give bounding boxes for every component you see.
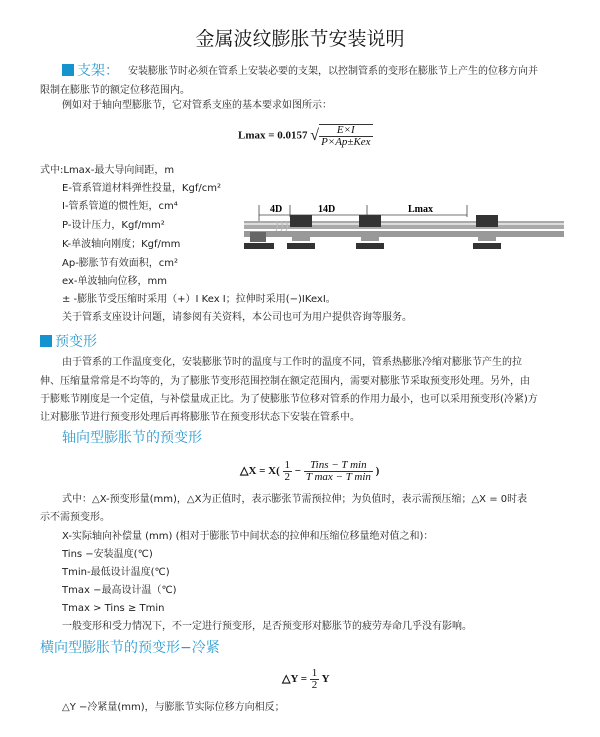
pipe-support-diagram bbox=[240, 195, 565, 265]
paragraph-line: 让对膨胀节进行预变形处理后再将膨胀节在预变形状态下安装在管系中。 bbox=[40, 412, 360, 423]
def-line: 关于管系支座设计问题，请参阅有关资料，本公司也可为用户提供咨询等服务。 bbox=[62, 312, 412, 323]
def-line: 一般变形和受力情况下，不一定进行预变形，足否预变形对膨胀节的疲劳寿命几乎没有影响。 bbox=[62, 621, 472, 632]
dim-label-lmax: Lmax bbox=[408, 204, 433, 215]
support-example: 例如对于轴向型膨胀节，它对管系支座的基本要求如图所示： bbox=[62, 100, 332, 111]
lateral-formula bbox=[282, 668, 330, 691]
paragraph-line: 由于管系的工作温度变化，安装膨胀节时的温度与工作时的温度不同，管系热膨胀冷缩对膨胀节产生的拉 bbox=[62, 357, 522, 368]
page-title: 金属波纹膨胀节安装说明 bbox=[195, 28, 405, 50]
def-line: Tmax −最高设计温（℃) bbox=[62, 585, 177, 596]
axial-desc-2: 示不需预变形。 bbox=[40, 512, 110, 523]
section-heading-axial: 轴向型膨胀节的预变形 bbox=[62, 430, 202, 446]
formula-numerator: Tins − T min bbox=[304, 460, 373, 472]
section-heading-support bbox=[62, 62, 119, 80]
section-heading-predeform bbox=[40, 333, 97, 351]
formula-numerator: E×I bbox=[319, 125, 373, 137]
def-line: E-管系管道材料弹性投量，Kgf/cm² bbox=[62, 183, 221, 194]
def-line: Tins −安装温度(℃) bbox=[62, 549, 153, 560]
dim-label-4d: 4D bbox=[270, 204, 283, 215]
formula-rhs: Y bbox=[319, 673, 330, 686]
heading-text: 支架： bbox=[77, 63, 119, 79]
formula-lhs: △Y = bbox=[282, 673, 310, 686]
paragraph-line: 于膨账节刚度是一个定值，与补偿量成正比。为了使膨胀节位移对管系的作用力最小，也可以采用预变形(冷紧)方 bbox=[40, 394, 538, 405]
def-line: Ap-膨胀节有效面积，cm² bbox=[62, 258, 179, 269]
formula-numerator: 1 bbox=[311, 667, 318, 679]
def-line: 式中:Lmax-最大导向间距，m bbox=[40, 165, 175, 176]
def-line: ex-单波轴向位移，mm bbox=[62, 276, 167, 287]
formula-lhs: Lmax = 0.0157 bbox=[238, 129, 308, 142]
lmax-formula: Lmax = 0.0157 √ $\frac{E\times I}{\text{P×Ap±Kex}}$ bbox=[238, 124, 371, 148]
dim-label-14d: 14D bbox=[318, 204, 336, 215]
half-num: 1 bbox=[284, 459, 291, 471]
def-line: P-设计压力，Kgf/mm² bbox=[62, 220, 165, 231]
support-intro-2: 限制在膨胀节的额定位移范围内。 bbox=[40, 85, 190, 96]
def-line: X-实际轴向补偿量 (mm) (相对于膨胀节中间状态的拉伸和压缩位移量绝对值之和)： bbox=[62, 531, 434, 542]
square-bullet-icon bbox=[62, 64, 74, 76]
def-line: Tmin-最低设计温度(℃) bbox=[62, 567, 170, 578]
section-heading-lateral: 横向型膨胀节的预变形−冷紧 bbox=[40, 640, 220, 656]
formula-lhs: △X = X( bbox=[240, 465, 280, 478]
def-line: ± -膨胀节受压缩时采用（+）I Kex I；拉伸时采用(−)IKexI。 bbox=[62, 294, 336, 305]
axial-desc-1: 式中：△X-预变形量(mm)，△X为正值时，表示膨张节需预拉伸；为负值时，表示需预压缩；△X = 0时表 bbox=[62, 494, 528, 505]
def-line: K-单波轴向刚度；Kgf/mm bbox=[62, 239, 181, 250]
axial-formula bbox=[240, 460, 379, 483]
square-bullet-icon bbox=[40, 335, 52, 347]
formula-denominator: P×Ap±Kex bbox=[321, 136, 371, 148]
close-paren: ) bbox=[375, 465, 380, 478]
formula-denominator: 2 bbox=[311, 679, 318, 691]
lateral-desc: △Y −冷紧量(mm)，与膨胀节实际位移方向相反； bbox=[62, 702, 285, 713]
formula-denominator: T max − T min bbox=[305, 471, 371, 483]
def-line: Tmax > Tins ≥ Tmin bbox=[62, 603, 165, 614]
half-den: 2 bbox=[284, 471, 291, 483]
paragraph-line: 伸、压缩量常常是不均等的，为了膨胀节变形范围控制在额定范围内，需要对膨胀节采取预变形处理。另外，由 bbox=[40, 376, 530, 387]
def-line: I-管系管道的惯性矩，cm⁴ bbox=[62, 201, 178, 212]
support-intro-1: 安装膨胀节时必须在管系上安装必要的支架，以控制管系的变形在膨胀节上产生的位移方向并 bbox=[128, 66, 538, 77]
heading-text: 预变形 bbox=[55, 334, 97, 350]
minus: − bbox=[294, 465, 302, 478]
